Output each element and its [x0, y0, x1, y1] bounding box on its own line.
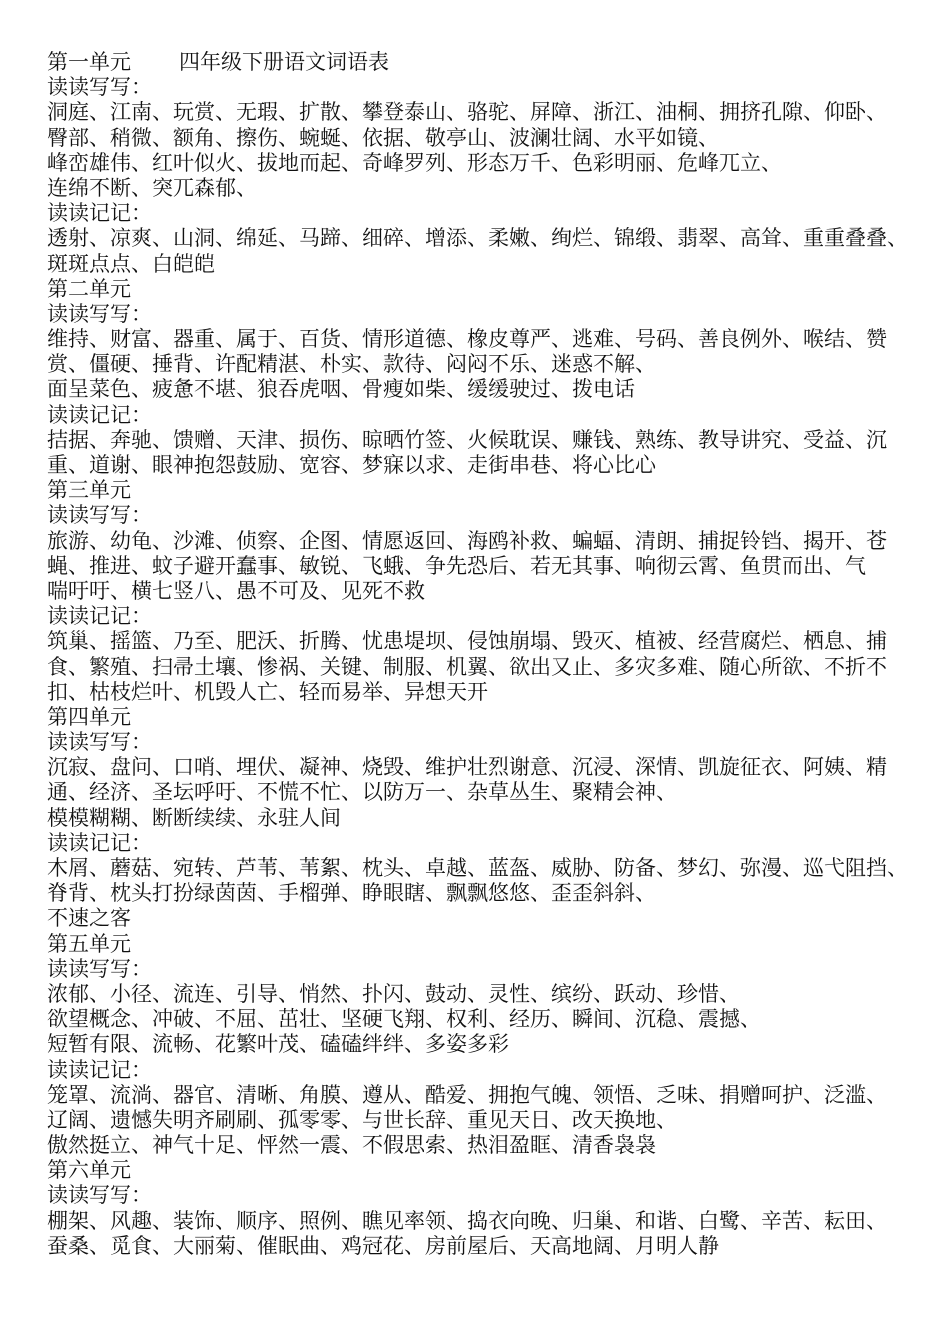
unit-block	[47, 1158, 917, 1259]
word-line: 短暂有限、流畅、花繁叶茂、磕磕绊绊、多姿多彩	[47, 1032, 509, 1057]
unit-heading-line	[47, 1158, 917, 1183]
unit-block	[47, 932, 917, 1159]
word-line: 脊背、枕头打扮绿茵茵、手榴弹、睁眼瞎、飘飘悠悠、歪歪斜斜、	[47, 881, 656, 906]
word-line: 臀部、稍微、额角、擦伤、蜿蜒、依据、敬亭山、波澜壮阔、水平如镜、	[47, 125, 719, 150]
word-line: 木屑、蘑菇、宛转、芦苇、苇絮、枕头、卓越、蓝盔、威胁、防备、梦幻、弥漫、巡弋阻挡、	[47, 856, 908, 880]
word-line: 傲然挺立、神气十足、怦然一震、不假思索、热泪盈眶、清香袅袅	[47, 1133, 656, 1158]
unit-heading: 第六单元	[47, 1158, 131, 1183]
unit-heading: 第一单元	[47, 50, 131, 74]
section-label: 读读写写：	[47, 75, 152, 100]
word-line: 峰峦雄伟、红叶似火、拔地而起、奇峰罗列、形态万千、色彩明丽、危峰兀立、	[47, 150, 782, 175]
unit-heading-line	[47, 50, 917, 75]
word-line: 蚕桑、觅食、大丽菊、催眠曲、鸡冠花、房前屋后、天高地阔、月明人静	[47, 1233, 719, 1258]
section-label: 读读记记：	[47, 830, 152, 855]
word-line: 辽阔、遗憾失明齐刷刷、孤零零、与世长辞、重见天日、改天换地、	[47, 1107, 677, 1132]
word-line: 面呈菜色、疲惫不堪、狼吞虎咽、骨瘦如柴、缓缓驶过、拨电话	[47, 377, 635, 402]
word-line: 欲望概念、冲破、不屈、茁壮、坚硬飞翔、权利、经历、瞬间、沉稳、震撼、	[47, 1007, 761, 1032]
word-line: 洞庭、江南、玩赏、无瑕、扩散、攀登泰山、骆驼、屏障、浙江、油桐、拥挤孔隙、仰卧、	[47, 100, 887, 125]
word-line: 棚架、风趣、装饰、顺序、照例、瞧见率领、捣衣向晚、归巢、和谐、白鹭、辛苦、耘田、	[47, 1208, 887, 1233]
section-label: 读读记记：	[47, 1057, 152, 1082]
section-label: 读读记记：	[47, 604, 152, 629]
unit-heading: 第四单元	[47, 704, 131, 729]
word-line: 透射、凉爽、山洞、绵延、马蹄、细碎、增添、柔嫩、绚烂、锦缎、翡翠、高耸、重重叠叠、	[47, 226, 908, 251]
unit-heading: 第五单元	[47, 931, 131, 956]
word-line: 拮据、奔驰、馈赠、天津、损伤、晾晒竹签、火候耽误、赚钱、熟练、教导讲究、受益、沉	[47, 427, 887, 452]
unit-heading: 第三单元	[47, 478, 131, 503]
word-line: 连绵不断、突兀森郁、	[47, 175, 257, 200]
section-label: 读读写写：	[47, 1183, 152, 1208]
word-line: 不速之客	[47, 906, 131, 931]
unit-heading-line	[47, 277, 917, 302]
unit-block	[47, 705, 917, 932]
word-line: 喘吁吁、横七竖八、愚不可及、见死不救	[47, 578, 425, 603]
unit-block	[47, 50, 917, 277]
word-line: 赏、僵硬、捶背、许配精湛、朴实、款待、闷闷不乐、迷惑不解、	[47, 352, 656, 377]
word-line: 食、繁殖、扫帚土壤、惨祸、关键、制服、机翼、欲出又止、多灾多难、随心所欲、不折不	[47, 654, 887, 679]
section-label: 读读记记：	[47, 402, 152, 427]
word-line: 模模糊糊、断断续续、永驻人间	[47, 805, 341, 830]
word-line: 扣、枯枝烂叶、机毁人亡、轻而易举、异想天开	[47, 679, 488, 704]
section-label: 读读写写：	[47, 301, 152, 326]
unit-heading-line	[47, 478, 917, 503]
word-line: 旅游、幼龟、沙滩、侦察、企图、情愿返回、海鸥补救、蝙蝠、清朗、捕捉铃铛、揭开、苍	[47, 528, 887, 553]
section-label: 读读记记：	[47, 201, 152, 226]
unit-heading-line	[47, 932, 917, 957]
word-line: 沉寂、盘问、口哨、埋伏、凝神、烧毁、维护壮烈谢意、沉浸、深情、凯旋征衣、阿姨、精	[47, 755, 887, 780]
unit-heading-line	[47, 705, 917, 730]
word-line: 重、道谢、眼神抱怨鼓励、宽容、梦寐以求、走街串巷、将心比心	[47, 453, 656, 477]
word-line: 浓郁、小径、流连、引导、悄然、扑闪、鼓动、灵性、缤纷、跃动、珍惜、	[47, 981, 740, 1006]
word-line: 笼罩、流淌、器官、清晰、角膜、遵从、酷爱、拥抱气魄、领悟、乏味、捐赠呵护、泛滥、	[47, 1082, 887, 1107]
unit-heading: 第二单元	[47, 276, 131, 301]
document-title: 四年级下册语文词语表	[179, 50, 389, 74]
word-line: 维持、财富、器重、属于、百货、情形道德、橡皮尊严、逃难、号码、善良例外、喉结、赞	[47, 327, 887, 352]
unit-block	[47, 277, 917, 479]
word-line: 蝇、推进、蚊子避开蠢事、敏锐、飞蛾、争先恐后、若无其事、响彻云霄、鱼贯而出、气	[47, 553, 866, 578]
word-line: 筑巢、摇篮、乃至、肥沃、折腾、忧患堤坝、侵蚀崩塌、毁灭、植被、经营腐烂、栖息、捕	[47, 629, 887, 654]
vocabulary-document	[47, 50, 917, 1259]
section-label: 读读写写：	[47, 956, 152, 981]
unit-block	[47, 478, 917, 705]
word-line: 斑斑点点、白皑皑	[47, 251, 215, 276]
section-label: 读读写写：	[47, 730, 152, 755]
section-label: 读读写写：	[47, 503, 152, 528]
word-line: 通、经济、圣坛呼吁、不慌不忙、以防万一、杂草丛生、聚精会神、	[47, 780, 677, 805]
